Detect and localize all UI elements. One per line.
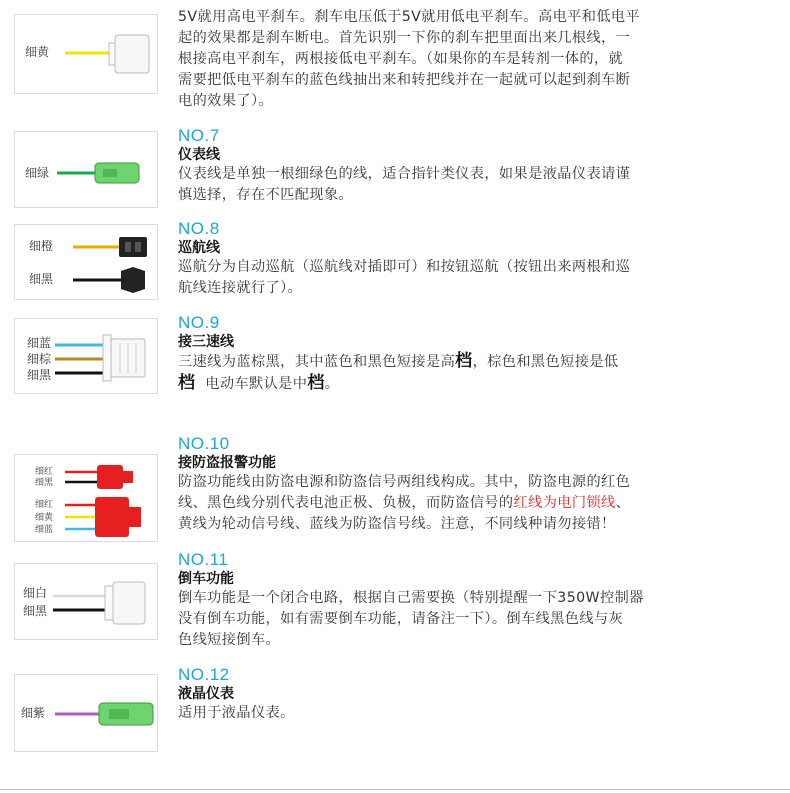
wire-label: 细黑 — [23, 604, 48, 618]
wire-label: 细黑 — [29, 272, 54, 286]
wire-label: 细棕 — [27, 352, 52, 366]
wire-label: 细橙 — [29, 239, 54, 253]
section-no11 — [178, 550, 743, 651]
wire-label: 细红 — [35, 500, 54, 510]
section-number: NO.7 — [178, 126, 220, 145]
paragraph-line: 仪表线是单独一根细绿色的线，适合指针类仪表，如果是液晶仪表请谨 — [178, 166, 631, 182]
paragraph-line — [178, 351, 743, 373]
section-title: 仪表线 — [178, 147, 220, 163]
wire-label: 细蓝 — [35, 525, 54, 535]
wire-label: 细黄 — [25, 45, 50, 59]
section-no12 — [178, 665, 743, 724]
gear-word: 档 — [178, 373, 196, 393]
text-run: 。 — [324, 376, 340, 392]
section-no10 — [178, 434, 743, 535]
wire-thumbnail-lcd — [14, 674, 158, 752]
paragraph-line: 倒车功能是一个闭合电路，根据自己需要换（特别提醒一下350W控制器 — [178, 590, 644, 606]
section-no8 — [178, 219, 743, 299]
paragraph-line: 防盗功能线由防盗电源和防盗信号两组线构成。其中，防盗电源的红色 — [178, 474, 631, 490]
wire-thumbnail-cruise — [14, 224, 158, 300]
paragraph-line: 航线连接就行了）。 — [178, 280, 303, 296]
section-number: NO.9 — [178, 313, 220, 332]
section-title: 接防盗报警功能 — [178, 455, 276, 471]
white-connector-icon — [15, 564, 158, 640]
wire-label: 细黑 — [35, 478, 54, 488]
paragraph-line: 巡航分为自动巡航（巡航线对插即可）和按钮巡航（按钮出来两根和巡 — [178, 259, 631, 275]
paragraph-line: 根接高电平刹车，两根接低电平刹车。（如果你的车是转剂一体的，就 — [178, 51, 624, 67]
paragraph-line: 色线短接倒车。 — [178, 632, 281, 648]
wire-thumbnail-anti-theft — [14, 454, 158, 542]
paragraph-line: 5V就用高电平刹车。刹车电压低于5V就用低电平刹车。高电平和低电平 — [178, 9, 641, 25]
section-no7 — [178, 126, 743, 206]
wire-thumbnail-three-speed — [14, 318, 158, 394]
paragraph-line: 没有倒车功能，如有需要倒车功能，请备注一下）。倒车线黑色线与灰 — [178, 611, 624, 627]
gear-word: 档 — [307, 373, 325, 393]
section-title: 倒车功能 — [178, 571, 234, 587]
paragraph-line — [178, 493, 743, 514]
highlight-text: 红线为电门锁线 — [513, 495, 616, 511]
text-run: 三速线为蓝棕黑，其中蓝色和黑色短接是高 — [178, 354, 456, 370]
section-title: 巡航线 — [178, 240, 220, 256]
paragraph-line: 慎选择，存在不匹配现象。 — [178, 187, 354, 203]
bottom-divider — [0, 789, 790, 790]
section-number: NO.10 — [178, 434, 230, 453]
text-run: 线、黑色线分别代表电池正极、负极，而防盗信号的 — [178, 495, 514, 511]
wire-thumbnail-reverse — [14, 563, 158, 640]
wire-label: 细红 — [35, 467, 54, 477]
gear-word: 档 — [455, 351, 473, 371]
section-number: NO.12 — [178, 665, 230, 684]
black-plug-icon — [15, 225, 158, 300]
wire-label: 细紫 — [21, 706, 46, 720]
text-run: 电动车默认是中 — [205, 376, 308, 392]
section-number: NO.11 — [178, 550, 229, 569]
section-number: NO.8 — [178, 219, 220, 238]
wire-label: 细黑 — [27, 368, 52, 382]
wire-thumbnail-brake — [14, 14, 158, 94]
wire-thumbnail-meter — [14, 131, 158, 208]
paragraph-line: 起的效果都是刹车断电。首先识别一下你的刹车把里面出来几根线，一 — [178, 30, 631, 46]
text-run: 、 — [615, 495, 631, 511]
wire-label: 细蓝 — [27, 336, 52, 350]
wire-label: 细白 — [23, 586, 48, 600]
paragraph-line: 电的效果了）。 — [178, 93, 274, 109]
section-no9 — [178, 313, 743, 395]
section-title: 液晶仪表 — [178, 686, 234, 702]
section-title: 接三速线 — [178, 334, 234, 350]
paragraph-line: 适用于液晶仪表。 — [178, 705, 295, 721]
text-run: ，棕色和黑色短接是低 — [472, 354, 619, 370]
wire-label: 细黄 — [35, 513, 54, 523]
paragraph-line: 需要把低电平刹车的蓝色线抽出来和转把线并在一起就可以起到刹车断 — [178, 72, 631, 88]
wire-label: 细绿 — [25, 166, 50, 180]
brake-section-text — [178, 0, 743, 112]
paragraph-line: 黄线为轮动信号线、蓝线为防盗信号线。注意，不同线种请勿接错！ — [178, 516, 616, 532]
paragraph-line — [178, 373, 743, 395]
